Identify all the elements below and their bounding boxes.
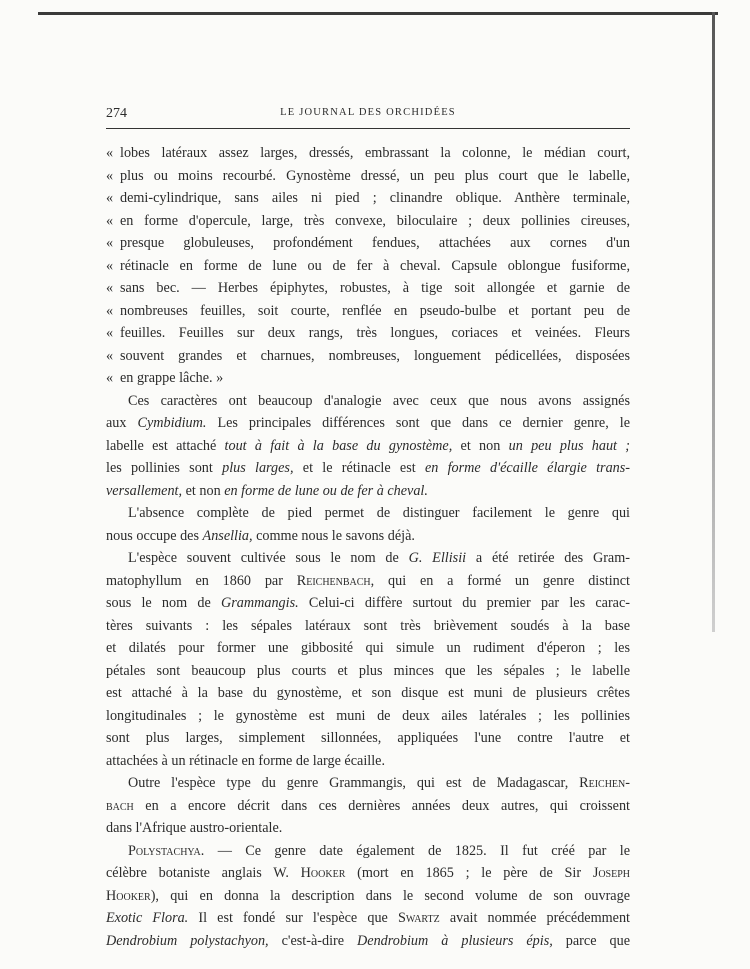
page-edge-shadow-right xyxy=(712,12,715,632)
paragraph-line: Hooker), qui en donna la description dans le second volume de son ouvrage xyxy=(106,887,630,904)
quote-line: « souvent grandes et charnues, nombreuses, longuement pédicellées, disposées xyxy=(106,347,630,364)
quote-line: « en grappe lâche. » xyxy=(106,370,224,386)
quote-line: « presque globuleuses, profondément fendues, attachées aux cornes d'un xyxy=(106,235,630,251)
quote-line: « plus ou moins recourbé. Gynostème dressé, un peu plus court que le labelle, xyxy=(106,167,630,184)
header-rule xyxy=(106,128,630,129)
paragraph-line: longitudinales ; le gynostème est muni de deux ailes latérales ; les pollinies xyxy=(106,707,630,724)
quote-line: « nombreuses feuilles, soit courte, renflée en pseudo-bulbe et portant peu de xyxy=(106,302,630,319)
paragraph-line: Ces caractères ont beaucoup d'analogie avec ceux que nous avons assignés xyxy=(128,392,630,409)
paragraph-line: labelle est attaché tout à fait à la base du gynostème, et non un peu plus haut ; xyxy=(106,437,630,454)
paragraph-line: attachées à un rétinacle en forme de large écaille. xyxy=(106,752,385,769)
quote-line: « rétinacle en forme de lune ou de fer à cheval. Capsule oblongue fusiforme, xyxy=(106,257,630,274)
body-text xyxy=(106,142,630,952)
paragraph-line: les pollinies sont plus larges, et le rétinacle est en forme d'écaille élargie trans- xyxy=(106,460,631,476)
paragraph-line: aux Cymbidium. Les principales différences sont que dans ce dernier genre, le xyxy=(106,415,630,431)
paragraph-line: célèbre botaniste anglais W. Hooker (mort en 1865 ; le père de Sir Joseph xyxy=(106,865,631,881)
quote-line: « lobes latéraux assez larges, dressés, embrassant la colonne, le médian court, xyxy=(106,145,630,161)
paragraph-line: Dendrobium polystachyon, c'est-à-dire Dendrobium à plusieurs épis, parce que xyxy=(106,932,630,949)
paragraph-line: pétales sont beaucoup plus courts et plus minces que les sépales ; le labelle xyxy=(106,662,630,679)
page-edge-shadow xyxy=(38,12,718,15)
paragraph-line: nous occupe des Ansellia, comme nous le savons déjà. xyxy=(106,527,415,544)
page-number: 274 xyxy=(106,106,127,121)
paragraph-line: dans l'Afrique austro-orientale. xyxy=(106,820,283,836)
paragraph-line: versallement, et non en forme de lune ou de fer à cheval. xyxy=(106,482,428,499)
running-title: LE JOURNAL DES ORCHIDÉES xyxy=(280,107,456,118)
paragraph-line: bach en a encore décrit dans ces dernières années deux autres, qui croissent xyxy=(106,797,630,814)
page-header xyxy=(106,100,630,120)
quote-line: « sans bec. — Herbes épiphytes, robustes, à tige soit allongée et garnie de xyxy=(106,280,630,296)
quote-line: « feuilles. Feuilles sur deux rangs, très longues, coriaces et veinées. Fleurs xyxy=(106,325,630,341)
paragraph-line: L'espèce souvent cultivée sous le nom de G. Ellisii a été retirée des Gram- xyxy=(128,550,630,566)
quote-line: « demi-cylindrique, sans ailes ni pied ; clinandre oblique. Anthère terminale, xyxy=(106,190,630,206)
paragraph-line: et dilatés pour former une gibbosité qui simule un rudiment d'éperon ; les xyxy=(106,640,630,656)
paragraph-line: Outre l'espèce type du genre Grammangis, qui est de Madagascar, Reichen- xyxy=(128,775,630,791)
quote-line: « en forme d'opercule, large, très convexe, biloculaire ; deux pollinies cireuses, xyxy=(106,212,630,229)
paragraph-line: matophyllum en 1860 par Reichenbach, qui en a formé un genre distinct xyxy=(106,572,630,589)
paragraph-line: Exotic Flora. Il est fondé sur l'espèce que Swartz avait nommée précédemment xyxy=(106,910,631,926)
paragraph-line: est attaché à la base du gynostème, et son disque est muni de plusieurs crêtes xyxy=(106,685,630,701)
paragraph-line: L'absence complète de pied permet de distinguer facilement le genre qui xyxy=(128,505,630,521)
paragraph-line: Polystachya. — Ce genre date également de 1825. Il fut créé par le xyxy=(128,842,630,859)
paragraph-line: sont plus larges, simplement sillonnées, appliquées l'une contre l'autre et xyxy=(106,730,630,746)
paragraph-line: tères suivants : les sépales latéraux sont très brièvement soudés à la base xyxy=(106,617,630,634)
paragraph-line: sous le nom de Grammangis. Celui-ci diffère surtout du premier par les carac- xyxy=(106,595,630,611)
